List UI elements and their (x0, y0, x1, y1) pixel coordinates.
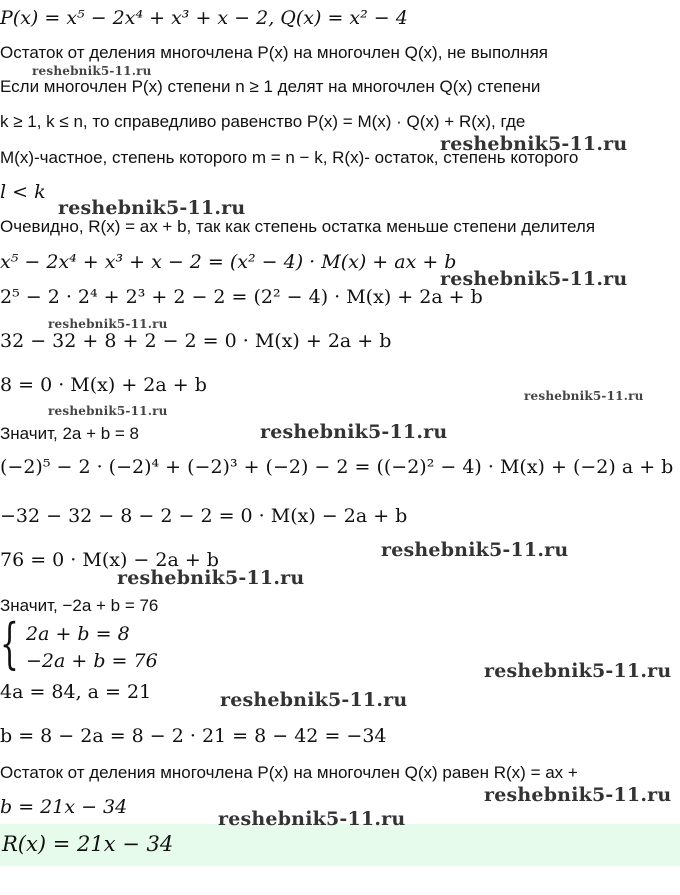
identity-equation: x⁵ − 2x⁴ + x³ + x − 2 = (x² − 4) · M(x) + ax + b (0, 251, 457, 273)
theory-line-3: M(x)-частное, степень которого m = n − k, R(x)- остаток, степень которого (0, 148, 579, 167)
final-statement: Остаток от деления многочлена P(x) на многочлен Q(x) равен R(x) = ax + (0, 763, 578, 782)
conclusion-2: Значит, −2a + b = 76 (0, 596, 159, 615)
final-statement-cont: b = 21x − 34 (0, 796, 128, 818)
watermark: reshebnik5-11.ru (440, 133, 628, 155)
equation-system (0, 612, 300, 675)
watermark: reshebnik5-11.ru (117, 567, 305, 589)
substitute-2: 2⁵ − 2 · 2⁴ + 2³ + 2 − 2 = (2² − 4) · M(x) + 2a + b (0, 286, 483, 308)
answer-text: R(x) = 21x − 34 (2, 832, 174, 856)
evaluate-2: 32 − 32 + 8 + 2 − 2 = 0 · M(x) + 2a + b (0, 330, 392, 352)
theory-line-4: l < k (0, 181, 46, 203)
theory-line-1: Если многочлен P(x) степени n ≥ 1 делят на многочлен Q(x) степени (0, 77, 541, 96)
conclusion-1: Значит, 2a + b = 8 (0, 424, 140, 443)
solve-b: b = 8 − 2a = 8 − 2 · 21 = 8 − 42 = −34 (0, 725, 387, 747)
system-eq-2: −2a + b = 76 (26, 650, 158, 672)
evaluate-minus-2: −32 − 32 − 8 − 2 − 2 = 0 · M(x) − 2a + b (0, 505, 408, 527)
given-polynomials: P(x) = x⁵ − 2x⁴ + x³ + x − 2, Q(x) = x² − 4 (0, 7, 408, 29)
answer-box (0, 824, 680, 866)
watermark: reshebnik5-11.ru (381, 539, 569, 561)
watermark: reshebnik5-11.ru (58, 197, 246, 219)
watermark: reshebnik5-11.ru (484, 660, 672, 682)
remainder-form: Очевидно, R(x) = ax + b, так как степень остатка меньше степени делителя (0, 217, 596, 236)
substitute-minus-2: (−2)⁵ − 2 · (−2)⁴ + (−2)³ + (−2) − 2 = ((−2)² − 4) · M(x) + (−2) a + b (0, 456, 674, 478)
watermark: reshebnik5-11.ru (32, 64, 152, 78)
watermark: reshebnik5-11.ru (48, 404, 168, 418)
watermark: reshebnik5-11.ru (218, 808, 406, 830)
solve-a: 4a = 84, a = 21 (0, 681, 152, 703)
watermark: reshebnik5-11.ru (260, 421, 448, 443)
result-2: 8 = 0 · M(x) + 2a + b (0, 374, 207, 396)
system-brace: { (0, 612, 19, 675)
task-text: Остаток от деления многочлена P(x) на многочлен Q(x), не выполняя (0, 43, 548, 62)
watermark: reshebnik5-11.ru (220, 689, 408, 711)
theory-line-2: k ≥ 1, k ≤ n, то справедливо равенство P(x) = M(x) · Q(x) + R(x), где (0, 112, 526, 131)
watermark: reshebnik5-11.ru (48, 317, 168, 331)
system-eq-1: 2a + b = 8 (26, 623, 130, 645)
watermark: reshebnik5-11.ru (440, 268, 628, 290)
result-minus-2: 76 = 0 · M(x) − 2a + b (0, 549, 219, 571)
watermark: reshebnik5-11.ru (524, 389, 644, 403)
watermark: reshebnik5-11.ru (484, 784, 672, 806)
